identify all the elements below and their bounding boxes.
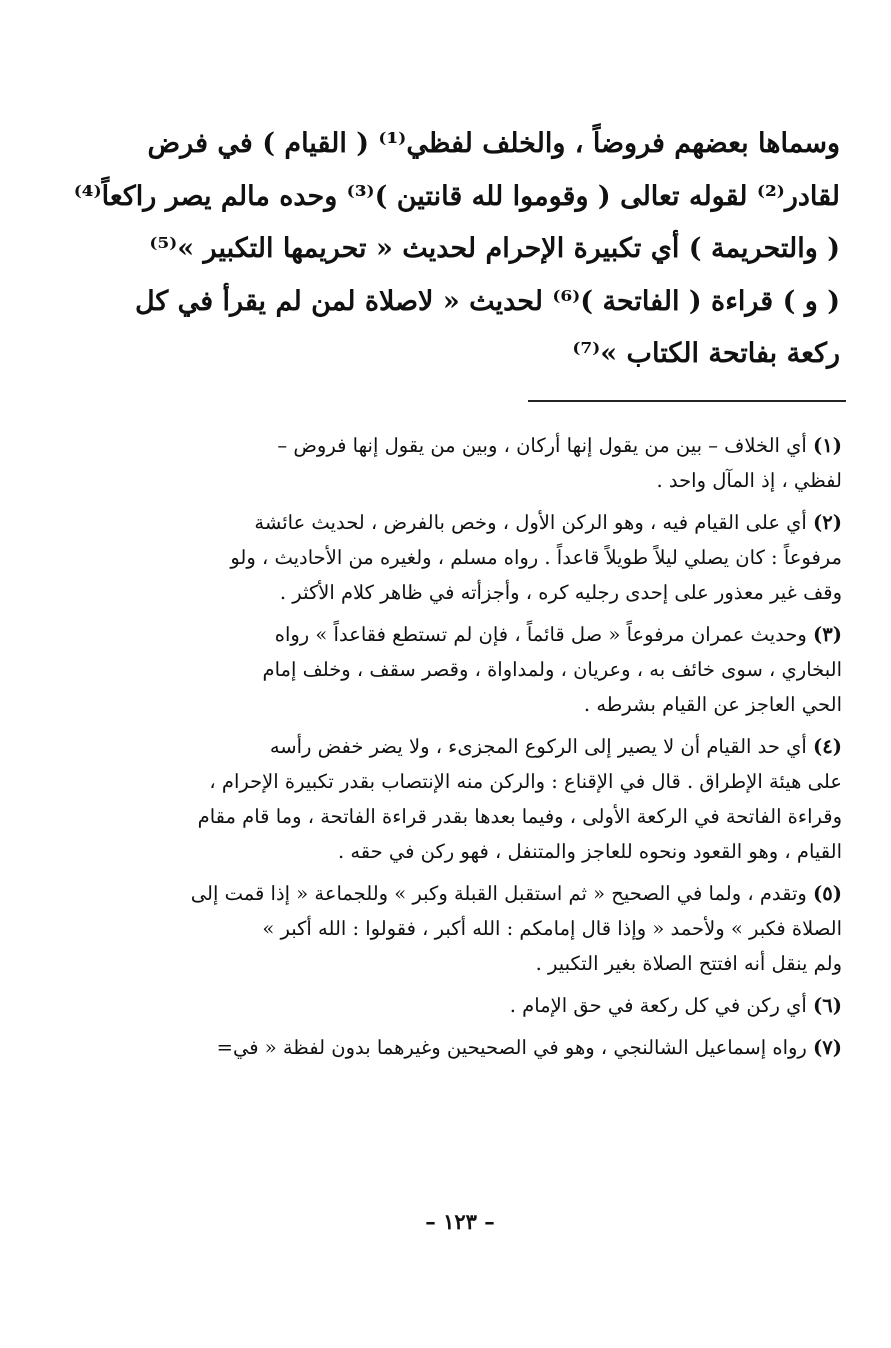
footnote-1 bbox=[110, 428, 842, 498]
footnote-5 bbox=[110, 876, 842, 981]
footnote-number: (٥) bbox=[813, 882, 842, 905]
footnote-text-line: أي حد القيام أن لا يصير إلى الركوع المجزىء ، ولا يضر خفض رأسه bbox=[269, 735, 807, 758]
main-text-line: لقادر⁽²⁾ لقوله تعالى ( وقوموا لله قانتين )⁽³⁾ وحده مالم يصر راكعاً⁽⁴⁾ bbox=[73, 180, 840, 212]
main-text-line: ( والتحريمة ) أي تكبيرة الإحرام لحديث « تحريمها التكبير »⁽⁵⁾ bbox=[149, 233, 840, 264]
footnote-text-line: رواه إسماعيل الشالنجي ، وهو في الصحيحين وغيرهما بدون لفظة « في= bbox=[216, 1036, 807, 1059]
footnote-text-line: لفظي ، إذ المآل واحد . bbox=[656, 469, 842, 492]
footnote-number: (٣) bbox=[813, 623, 842, 646]
footnote-text-line: الصلاة فكبر » ولأحمد « وإذا قال إمامكم : الله أكبر ، فقولوا : الله أكبر » bbox=[262, 917, 842, 940]
page-number: – ١٢٣ – bbox=[425, 1209, 495, 1234]
footnote-text-line: وقف غير معذور على إحدى رجليه كره ، وأجزأته في ظاهر كلام الأكثر . bbox=[279, 581, 842, 604]
footnote-6 bbox=[110, 988, 842, 1023]
footnote-text-line: وقراءة الفاتحة في الركعة الأولى ، وفيما بعدها بقدر قراءة الفاتحة ، وما قام مقام bbox=[197, 805, 842, 828]
footnote-4 bbox=[110, 729, 842, 869]
footnote-text-line: أي ركن في كل ركعة في حق الإمام . bbox=[509, 994, 807, 1017]
footnote-number: (٢) bbox=[813, 511, 842, 534]
footnote-3 bbox=[110, 617, 842, 722]
footnote-number: (٦) bbox=[813, 994, 842, 1017]
footnote-number: (٤) bbox=[813, 735, 842, 758]
main-text-line: ( و ) قراءة ( الفاتحة )⁽⁶⁾ لحديث « لاصلاة لمن لم يقرأ في كل bbox=[134, 285, 840, 317]
footnote-2 bbox=[110, 505, 842, 610]
footnote-text-line: القيام ، وهو القعود ونحوه للعاجز والمتنفل ، فهو ركن في حقه . bbox=[337, 840, 842, 863]
footnote-text-line: أي الخلاف – بين من يقول إنها أركان ، وبين من يقول إنها فروض – bbox=[277, 434, 807, 457]
footnote-text-line: على هيئة الإطراق . قال في الإقناع : والركن منه الإنتصاب بقدر تكبيرة الإحرام ، bbox=[209, 770, 842, 793]
main-text-line: وسماها بعضهم فروضاً ، والخلف لفظي⁽¹⁾ ( القيام ) في فرض bbox=[147, 128, 840, 159]
footnote-text-line: وحديث عمران مرفوعاً « صل قائماً ، فإن لم تستطع فقاعداً » رواه bbox=[274, 623, 807, 646]
main-text-line: ركعة بفاتحة الكتاب »⁽⁷⁾ bbox=[572, 338, 840, 369]
footnote-text-line: مرفوعاً : كان يصلي ليلاً طويلاً قاعداً . رواه مسلم ، ولغيره من الأحاديث ، ولو bbox=[230, 546, 842, 569]
footnotes-block bbox=[110, 428, 842, 1072]
footnote-text-line: وتقدم ، ولما في الصحيح « ثم استقبل القبلة وكبر » وللجماعة « إذا قمت إلى bbox=[190, 882, 807, 905]
footnote-number: (٧) bbox=[813, 1036, 842, 1059]
footnote-text-line: البخاري ، سوى خائف به ، وعريان ، ولمداواة ، وقصر سقف ، وخلف إمام bbox=[262, 658, 842, 681]
footnote-text-line: الحي العاجز عن القيام بشرطه . bbox=[583, 693, 842, 716]
footnote-number: (١) bbox=[813, 434, 842, 457]
footnote-text-line: أي على القيام فيه ، وهو الركن الأول ، وخص بالفرض ، لحديث عائشة bbox=[254, 511, 807, 534]
footnote-text-line: ولم ينقل أنه افتتح الصلاة بغير التكبير . bbox=[535, 952, 842, 975]
footnote-divider bbox=[528, 400, 846, 402]
main-text-block bbox=[73, 118, 840, 381]
footnote-7 bbox=[110, 1030, 842, 1065]
